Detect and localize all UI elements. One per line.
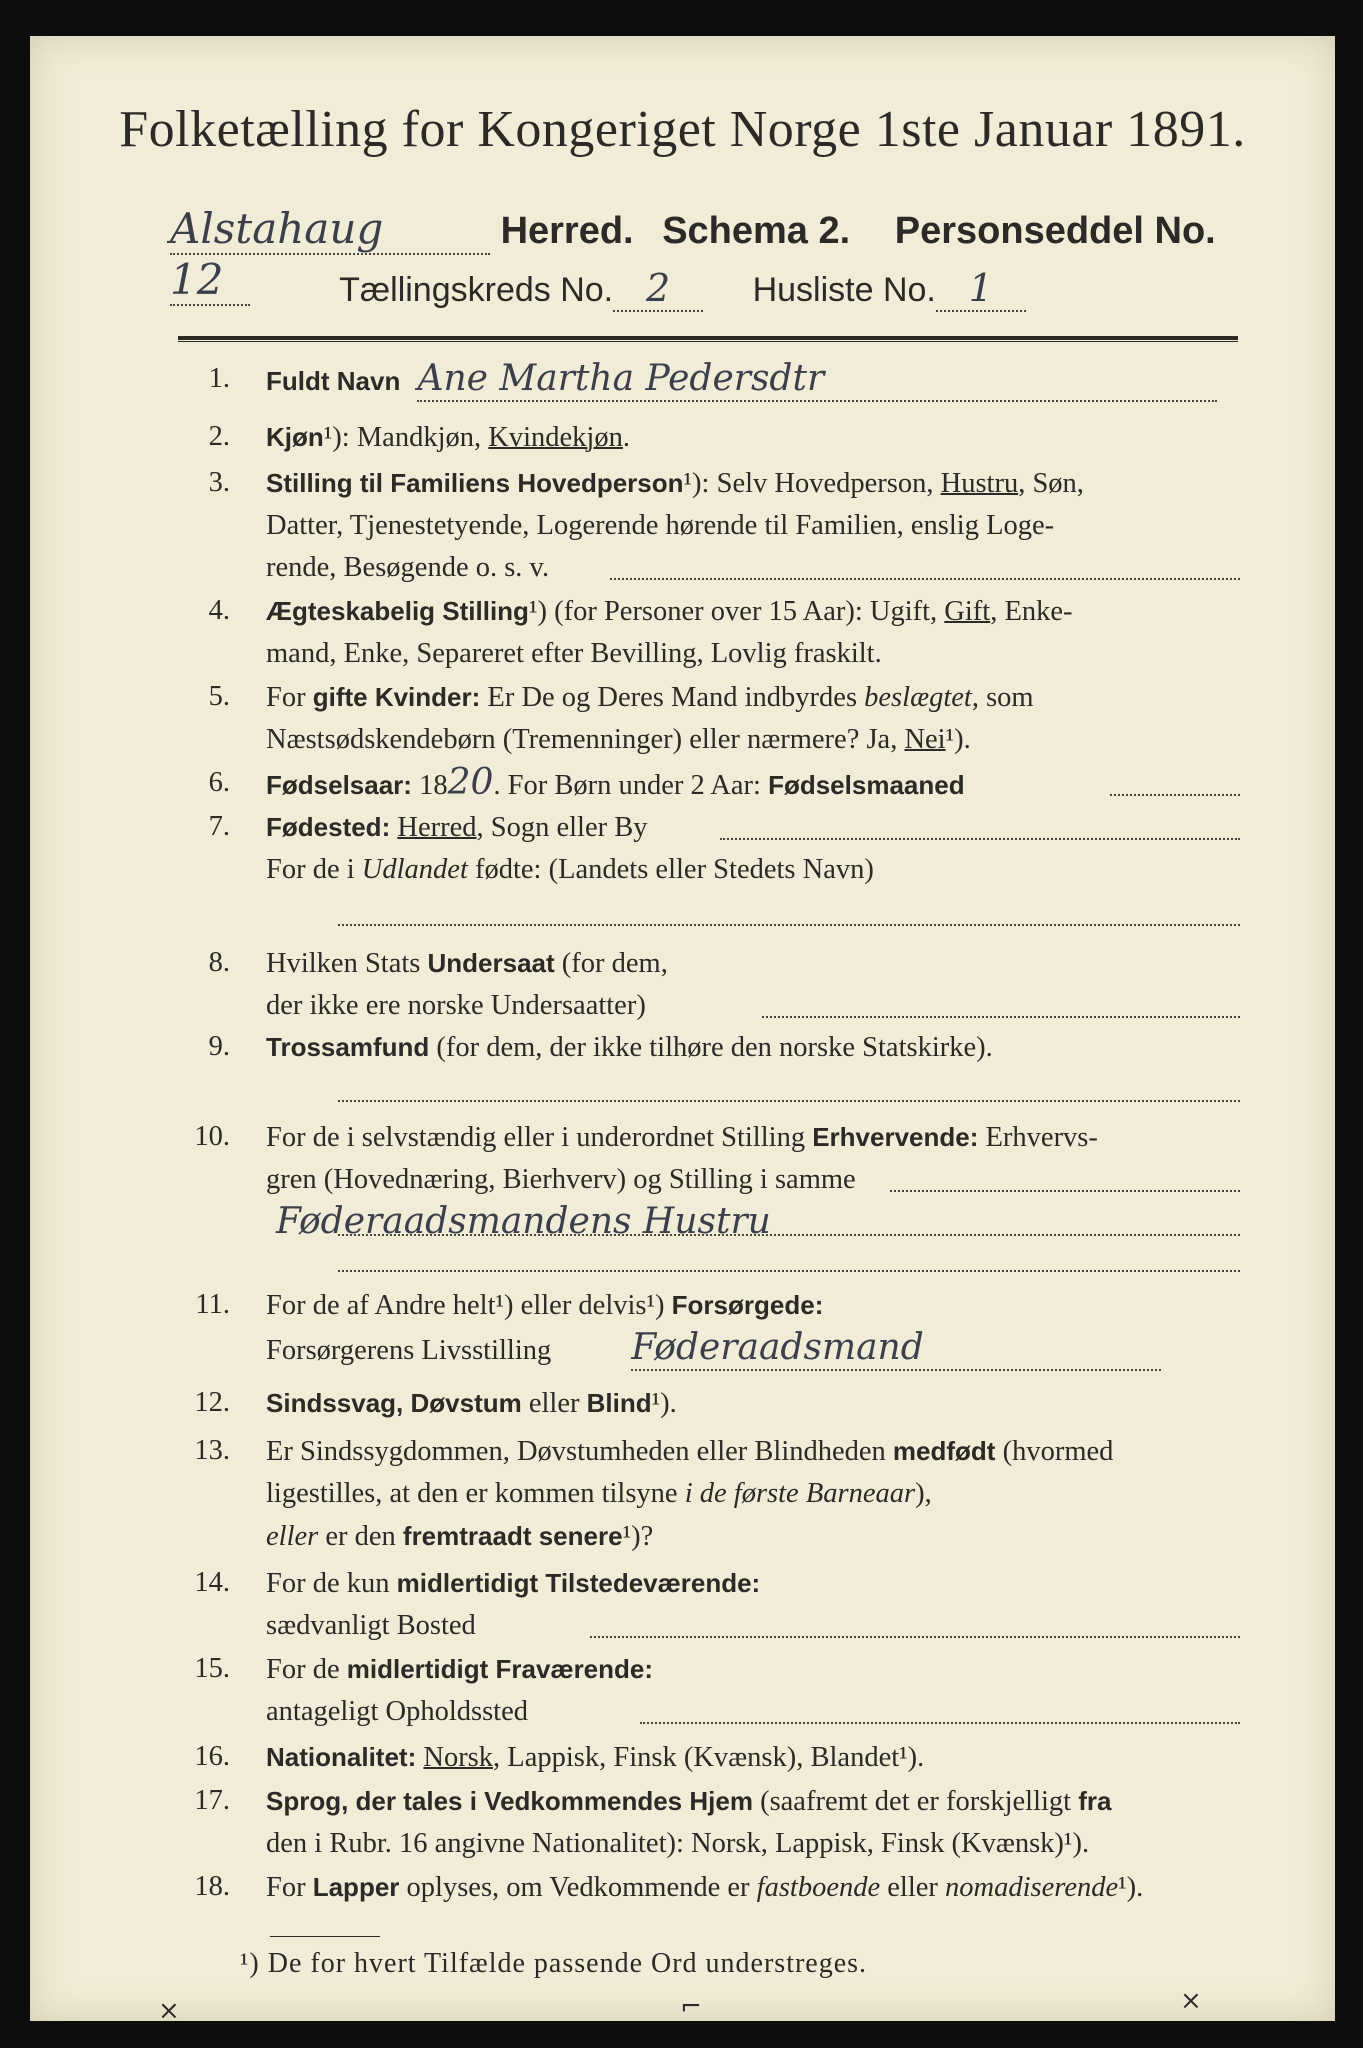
text: Er Sindssygdommen, Døvstumheden eller Blindheden: [266, 1436, 893, 1467]
text: For de kun: [266, 1568, 397, 1599]
item-text: [266, 462, 1240, 589]
text: Er De og Deres Mand indbyrdes: [480, 682, 865, 713]
text: . For Børn under 2 Aar:: [493, 770, 769, 801]
field-label: midlertidigt Tilstedeværende:: [396, 1568, 761, 1598]
item-text: [266, 1866, 1240, 1909]
text: , Søn,: [1018, 468, 1084, 499]
item-number: 18.: [194, 1871, 230, 1902]
text: , Lappisk, Finsk (Kvænsk), Blandet¹).: [493, 1742, 925, 1773]
text: ¹).: [651, 1388, 677, 1419]
text: ligestilles, at den er kommen tilsyne: [266, 1478, 685, 1509]
item-number: 12.: [194, 1387, 230, 1418]
italic-text: nomadiserende: [945, 1872, 1119, 1903]
leader-dots: [640, 1722, 1240, 1724]
field-label: Erhvervende:: [812, 1122, 979, 1152]
husliste-number: 1: [936, 266, 1026, 312]
field-label: fra: [1078, 1786, 1112, 1816]
text: ¹).: [1118, 1872, 1144, 1903]
leader-dots: [338, 1234, 1240, 1236]
item-text: [266, 942, 1240, 1027]
field-label: Sprog, der tales i Vedkommendes Hjem: [266, 1786, 753, 1816]
underlined-choice: Hustru: [940, 468, 1019, 499]
leader-dots: [338, 924, 1240, 926]
taellingskreds-number: 2: [613, 266, 703, 312]
item-text: [266, 358, 1240, 403]
herred-handwritten: Alstahaug: [170, 204, 490, 255]
field-1-name: [170, 358, 1240, 408]
line: [266, 1515, 1240, 1558]
field-label: Sindssvag, Døvstum: [266, 1388, 522, 1418]
text: 18: [411, 770, 448, 801]
handwritten-name: Ane Martha Pedersdtr: [417, 358, 1217, 402]
item-number: 3.: [208, 467, 230, 498]
italic-text: i de første Barneaar: [684, 1478, 916, 1509]
line: antageligt Opholdssted: [266, 1696, 528, 1727]
item-number: 1.: [208, 363, 230, 394]
item-number: 6.: [208, 767, 230, 798]
field-label: Forsørgede:: [671, 1290, 824, 1320]
census-form: [30, 36, 1335, 2026]
leader-dots: [610, 578, 1240, 580]
item-text: [266, 416, 1240, 459]
line: [266, 676, 1240, 719]
line: mand, Enke, Separeret efter Bevilling, Lovlig fraskilt.: [266, 638, 882, 669]
text: fødte: (Landets eller Stedets Navn): [467, 854, 874, 885]
leader-dots: [338, 1270, 1240, 1272]
leader-dots: [590, 1636, 1240, 1638]
text: (hvormed: [995, 1436, 1114, 1467]
field-label: Stilling til Familiens Hovedperson: [266, 468, 684, 498]
field-label: fremtraadt senere: [402, 1521, 623, 1551]
text: .: [622, 422, 630, 453]
italic-text: Udlandet: [361, 854, 468, 885]
underlined-choice: Kvindekjøn: [488, 422, 623, 453]
item-text: [266, 1284, 1240, 1372]
text: , Sogn eller By: [476, 812, 648, 843]
item-text: [266, 1648, 1240, 1733]
handwritten-year: 20: [447, 762, 494, 803]
leader-dots: [338, 1100, 1240, 1102]
item-text: [266, 1736, 1240, 1779]
item-number: 2.: [208, 421, 230, 452]
text: eller: [521, 1388, 587, 1419]
item-text: [266, 1026, 1240, 1069]
item-text: [266, 762, 1240, 807]
leader-dots: [1110, 794, 1240, 796]
text: oplyses, om Vedkommende er: [399, 1872, 757, 1903]
center-mark: ⌐: [680, 1992, 702, 2022]
line: [266, 1284, 1240, 1327]
form-title: Folketælling for Kongeriget Norge 1ste Januar 1891.: [119, 101, 1246, 158]
item-text: [266, 1562, 1240, 1647]
field-label: Undersaat: [427, 948, 555, 978]
item-number: 4.: [208, 595, 230, 626]
line: [266, 849, 1240, 891]
item-number: 7.: [208, 811, 230, 842]
item-text: [266, 1780, 1240, 1865]
text: ¹)?: [622, 1521, 654, 1552]
line: [266, 1430, 1240, 1473]
text: Hvilken Stats: [266, 948, 428, 979]
item-text: [266, 1116, 1240, 1246]
schema-label: Schema 2.: [662, 210, 851, 252]
field-label: Kjøn: [266, 422, 324, 452]
field-label: Fødested:: [266, 812, 391, 842]
item-number: 14.: [194, 1567, 230, 1598]
line: [266, 806, 1240, 849]
italic-text: eller: [266, 1521, 319, 1552]
footnote-rule: [270, 1936, 380, 1937]
field-label: Fødselsaar:: [266, 770, 412, 800]
item-number: 17.: [194, 1785, 230, 1816]
item-number: 16.: [194, 1741, 230, 1772]
field-label: Fuldt Navn: [266, 366, 401, 396]
leader-dots: [762, 1016, 1240, 1018]
personseddel-label: Personseddel No.: [894, 210, 1216, 252]
text: For de i selvstændig eller i underordnet Stilling: [266, 1122, 813, 1153]
header-rule: [178, 336, 1238, 340]
text: Erhvervs-: [978, 1122, 1098, 1153]
field-label: Fødselsmaaned: [768, 770, 965, 800]
line: sædvanligt Bosted: [266, 1610, 476, 1641]
item-text: [266, 590, 1240, 675]
italic-text: beslægtet: [864, 682, 972, 713]
field-label: Ægteskabelig Stilling: [266, 596, 529, 626]
item-text: [266, 1382, 1240, 1425]
text: (for dem,: [554, 948, 668, 979]
kreds-row: [30, 266, 1335, 312]
line: [266, 1473, 1240, 1515]
field-label: gifte Kvinder:: [312, 682, 481, 712]
herred-label: Herred.: [500, 210, 634, 252]
line: [266, 1780, 1240, 1823]
text: er den: [318, 1521, 403, 1552]
text: Næstsødskendebørn (Tremenninger) eller nærmere? Ja,: [266, 724, 905, 755]
line: [266, 547, 1240, 589]
line: [266, 1648, 1240, 1691]
text: For de af Andre helt¹) eller delvis¹): [266, 1290, 672, 1321]
line: Datter, Tjenestetyende, Logerende hørende til Familien, enslig Loge-: [266, 510, 1055, 541]
leader-dots: [720, 838, 1240, 840]
line: [266, 590, 1240, 633]
field-label: Lapper: [312, 1872, 400, 1902]
text: ¹): Mandkjøn,: [323, 422, 489, 453]
husliste-label: Husliste No.: [752, 271, 936, 309]
underlined-choice: Nei: [904, 724, 946, 755]
item-number: 10.: [194, 1121, 230, 1152]
line: [266, 1201, 1240, 1246]
text: For: [266, 1872, 313, 1903]
italic-text: fastboende: [756, 1872, 881, 1903]
line: [266, 1327, 1240, 1372]
text: eller: [880, 1872, 946, 1903]
text: For: [266, 682, 313, 713]
corner-mark-right: ⨯: [1180, 1986, 1202, 2016]
line: [266, 1116, 1240, 1159]
text: ¹).: [945, 724, 971, 755]
personseddel-number: 12: [170, 255, 250, 306]
text: Forsørgerens Livsstilling: [266, 1335, 552, 1366]
text: ),: [915, 1478, 932, 1509]
text: (for dem, der ikke tilhøre den norske Statskirke).: [429, 1032, 993, 1063]
leader-dots: [890, 1190, 1240, 1192]
text: ¹) (for Personer over 15 Aar): Ugift,: [528, 596, 945, 627]
line: gren (Hovednæring, Bierhverv) og Stilling i samme: [266, 1164, 856, 1195]
field-label: Nationalitet:: [266, 1742, 417, 1772]
underlined-choice: Herred: [397, 812, 477, 843]
item-text: [266, 806, 1240, 891]
line: [266, 942, 1240, 985]
item-number: 8.: [208, 947, 230, 978]
header-rule-thin: [178, 341, 1238, 342]
field-label: midlertidigt Fraværende:: [346, 1654, 654, 1684]
text: rende, Besøgende o. s. v.: [266, 552, 550, 583]
item-number: 15.: [194, 1653, 230, 1684]
text: , som: [971, 682, 1034, 713]
line: [266, 719, 1240, 761]
text: ¹): Selv Hovedperson,: [683, 468, 941, 499]
text: (saafremt det er forskjelligt: [752, 1786, 1079, 1817]
text: For de i: [266, 854, 362, 885]
item-number: 11.: [195, 1289, 230, 1320]
item-number: 13.: [194, 1435, 230, 1466]
line: [266, 1562, 1240, 1605]
line: den i Rubr. 16 angivne Nationalitet): Norsk, Lappisk, Finsk (Kvænsk)¹).: [266, 1828, 1090, 1859]
footnote: ¹) De for hvert Tilfælde passende Ord understreges.: [240, 1948, 868, 1979]
line: der ikke ere norske Undersaatter): [266, 990, 646, 1021]
corner-mark-left: ⨯: [158, 1996, 180, 2026]
text: For de: [266, 1654, 347, 1685]
handwritten-provider: Føderaadsmand: [631, 1327, 1161, 1371]
underlined-choice: Norsk: [423, 1742, 494, 1773]
handwritten-occupation: Føderaadsmandens Hustru: [276, 1201, 771, 1242]
line: [266, 462, 1240, 505]
field-label: Trossamfund: [266, 1032, 430, 1062]
text: , Enke-: [990, 596, 1073, 627]
underlined-choice: Gift: [944, 596, 991, 627]
field-label: medfødt: [892, 1436, 996, 1466]
item-number: 5.: [208, 681, 230, 712]
item-number: 9.: [208, 1031, 230, 1062]
item-text: [266, 1430, 1240, 1558]
item-text: [266, 676, 1240, 761]
field-label: Blind: [586, 1388, 652, 1418]
taellingskreds-label: Tællingskreds No.: [339, 271, 614, 309]
